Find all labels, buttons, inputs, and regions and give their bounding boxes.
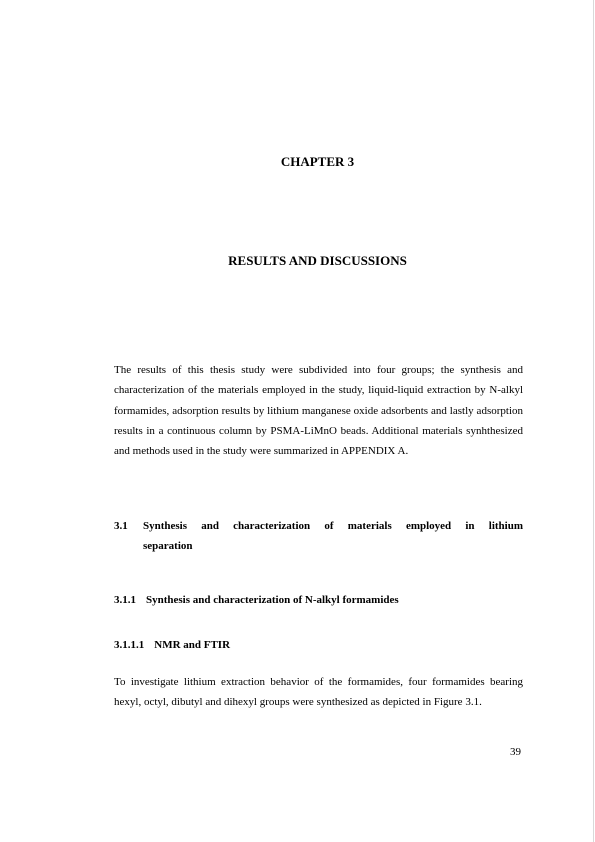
section-3-1-number: 3.1	[114, 520, 128, 532]
section-3-1-1-1-title: NMR and FTIR	[154, 639, 231, 651]
intro-paragraph: The results of this thesis study were subdivided into four groups; the synthesis and characterization of the materials employed in the study, liquid-liquid extraction by N-alkyl formamides, adsorption results by lithium manganese oxide adsorbents and lastly adsorption results in a continuous column by PSMA-LiMnO beads. Additional materials synhthesized and methods used in the study were summarized in APPENDIX A.	[114, 364, 523, 458]
section-3-1-title-line1: Synthesis and characterization of materials employed in lithium	[143, 520, 523, 532]
chapter-title: RESULTS AND DISCUSSIONS	[228, 253, 407, 268]
page-number: 39	[510, 746, 521, 758]
section-3-1-title-line2: separation	[143, 540, 193, 553]
page-edge-rule	[593, 0, 594, 842]
section-3-1-heading	[114, 516, 523, 557]
section-3-1-1-1-heading	[114, 635, 230, 655]
chapter-number: CHAPTER 3	[280, 154, 355, 169]
section-3-1-1-heading	[114, 590, 399, 610]
section-3-1-1-number: 3.1.1	[114, 594, 136, 606]
nmr-ftir-paragraph: To investigate lithium extraction behavior of the formamides, four formamides bearing hexyl, octyl, dibutyl and dihexyl groups were synthesized as depicted in Figure 3.1.	[114, 676, 523, 709]
section-3-1-1-title: Synthesis and characterization of N-alkyl formamides	[146, 594, 399, 606]
section-3-1-1-1-number: 3.1.1.1	[114, 639, 145, 651]
